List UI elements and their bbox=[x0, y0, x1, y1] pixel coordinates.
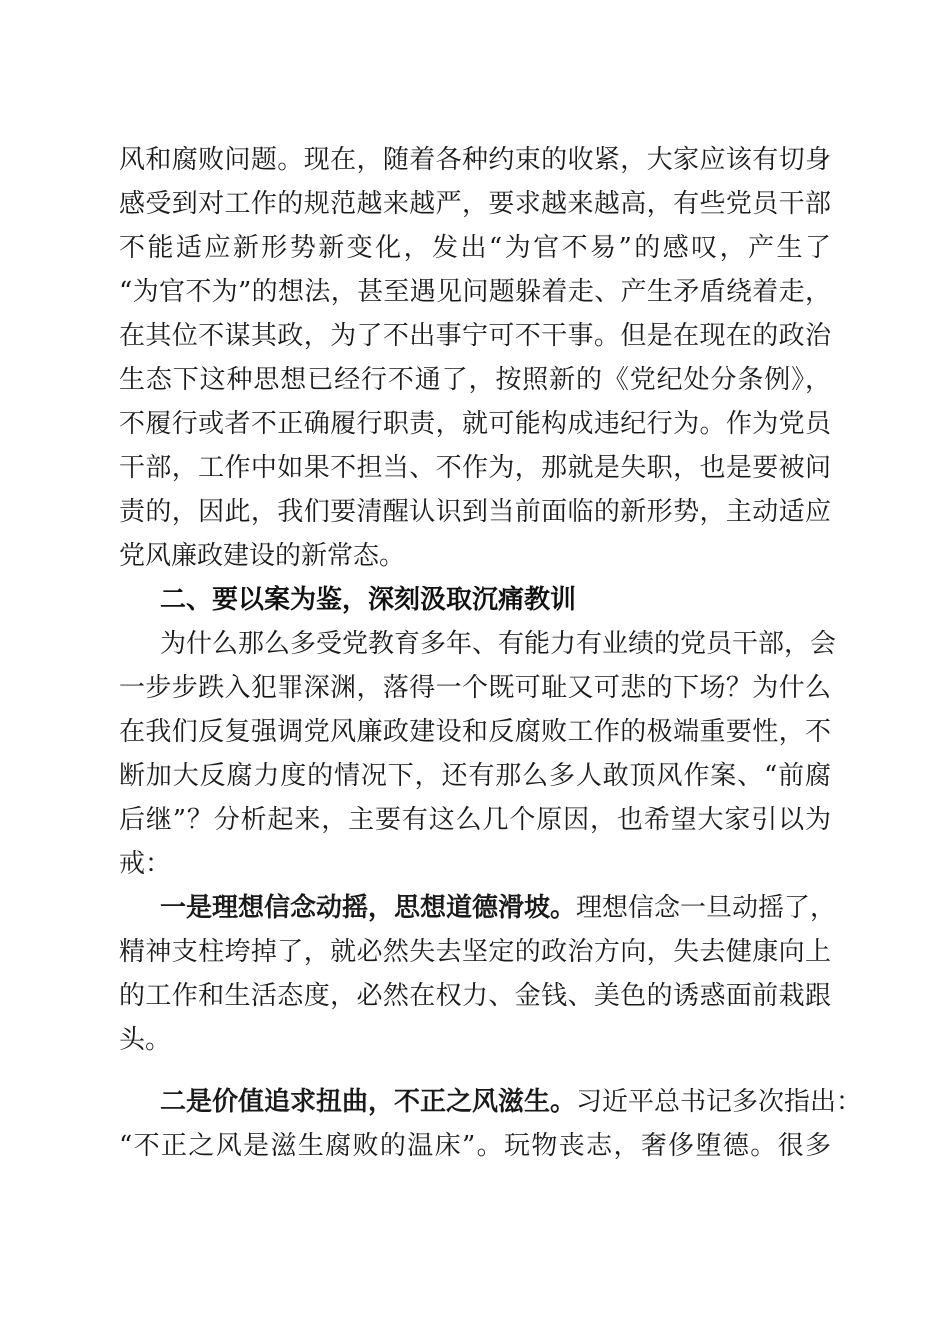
paragraph-line: 在我们反复强调党风廉政建设和反腐败工作的极端重要性，不 bbox=[119, 717, 831, 747]
paragraph-line: 戒： bbox=[119, 849, 172, 879]
paragraph-text: 习近平总书记多次指出： bbox=[576, 1087, 863, 1117]
paragraph-line: 为什么那么多受党教育多年、有能力有业绩的党员干部，会 bbox=[160, 629, 837, 659]
paragraph-line: 不履行或者不正确履行职责，就可能构成违纪行为。作为党员 bbox=[119, 409, 831, 439]
paragraph-line: 风和腐败问题。现在，随着各种约束的收紧，大家应该有切身 bbox=[119, 145, 831, 175]
paragraph-line: “不正之风是滋生腐败的温床”。玩物丧志，奢侈堕德。很多 bbox=[119, 1131, 831, 1161]
paragraph-first-line bbox=[160, 1080, 863, 1124]
paragraph-first-line bbox=[160, 886, 837, 930]
paragraph-line: “为官不为”的想法，甚至遇见问题躲着走、产生矛盾绕着走， bbox=[119, 277, 831, 307]
paragraph-lead: 一是理想信念动摇，思想道德滑坡。 bbox=[160, 893, 577, 923]
paragraph-line: 干部，工作中如果不担当、不作为，那就是失职，也是要被问 bbox=[119, 453, 831, 483]
paragraph-line: 精神支柱垮掉了，就必然失去坚定的政治方向，失去健康向上 bbox=[119, 937, 831, 967]
paragraph-line: 党风廉政建设的新常态。 bbox=[119, 541, 406, 571]
paragraph-line: 在其位不谋其政，为了不出事宁可不干事。但是在现在的政治 bbox=[119, 321, 831, 351]
paragraph-line: 断加大反腐力度的情况下，还有那么多人敢顶风作案、“前腐 bbox=[119, 761, 831, 791]
paragraph-line: 生态下这种思想已经行不通了，按照新的《党纪处分条例》， bbox=[119, 365, 831, 395]
paragraph-lead: 二是价值追求扭曲，不正之风滋生。 bbox=[160, 1087, 577, 1117]
paragraph-text: 理想信念一旦动摇了， bbox=[576, 893, 837, 923]
paragraph-line: 头。 bbox=[119, 1025, 172, 1055]
paragraph-line: 后继”？分析起来，主要有这么几个原因，也希望大家引以为 bbox=[119, 805, 831, 835]
paragraph-line: 的工作和生活态度，必然在权力、金钱、美色的诱惑面前栽跟 bbox=[119, 981, 831, 1011]
section-heading: 二、要以案为鉴，深刻汲取沉痛教训 bbox=[160, 585, 577, 615]
paragraph-line: 感受到对工作的规范越来越严，要求越来越高，有些党员干部 bbox=[119, 189, 831, 219]
paragraph-line: 不能适应新形势新变化，发出“为官不易”的感叹，产生了 bbox=[119, 233, 831, 263]
paragraph-line: 责的，因此，我们要清醒认识到当前面临的新形势，主动适应 bbox=[119, 497, 831, 527]
paragraph-line: 一步步跌入犯罪深渊，落得一个既可耻又可悲的下场？为什么 bbox=[119, 673, 831, 703]
